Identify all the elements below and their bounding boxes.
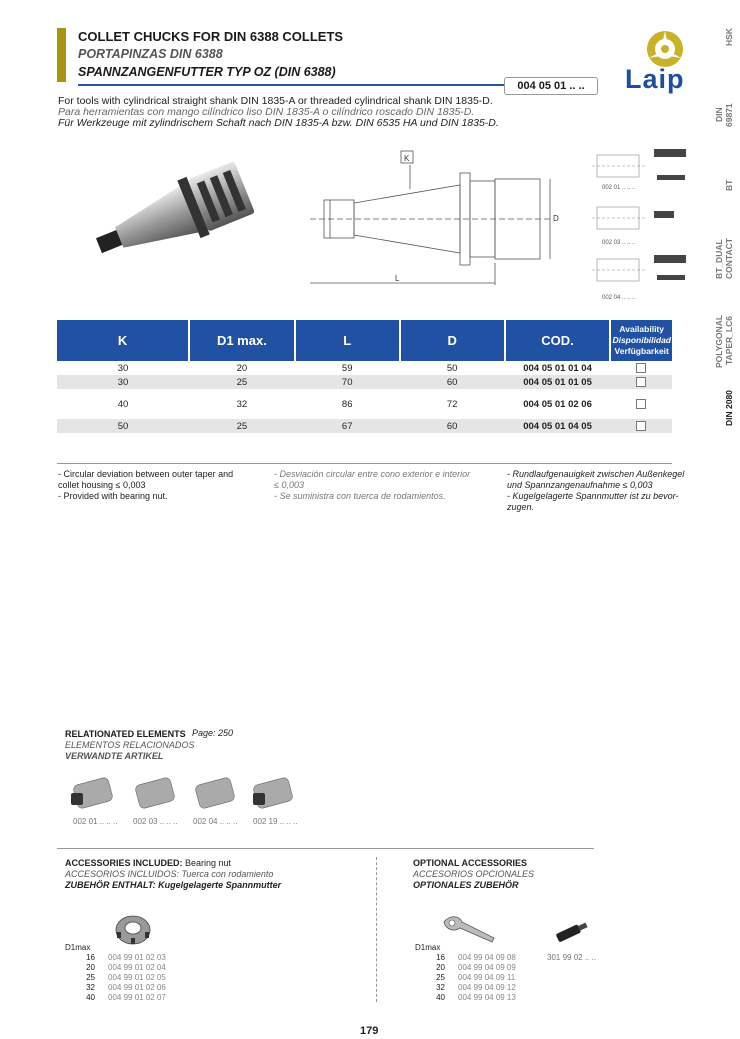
list-item bbox=[415, 953, 516, 963]
drawing-label-k: K bbox=[404, 154, 410, 163]
notes-en bbox=[58, 469, 263, 502]
d1-value: 32 bbox=[86, 983, 95, 992]
avail-en: Availability bbox=[619, 324, 664, 334]
note-line: ≤ 0,003 bbox=[274, 480, 304, 490]
list-item bbox=[415, 993, 516, 1003]
code-value: 004 99 04 09 12 bbox=[458, 983, 516, 992]
acc-title-es: ACCESORIOS INCLUIDOS: bbox=[65, 869, 180, 879]
note-line: - Circular deviation between outer taper and bbox=[58, 469, 234, 479]
code-value: 004 99 04 09 09 bbox=[458, 963, 516, 972]
related-item-1[interactable]: 002 01 .. .. .. bbox=[73, 817, 118, 826]
code-value: 004 99 04 09 13 bbox=[458, 993, 516, 1002]
intro-de: Für Werkzeuge mit zylindrischem Schaft nach DIN 1835-A bzw. DIN 6535 HA und DIN 1835-D. bbox=[58, 117, 499, 129]
availability-checkbox[interactable] bbox=[636, 377, 646, 387]
drawing-label-l: L bbox=[395, 274, 400, 283]
cell-l: 67 bbox=[295, 419, 400, 433]
acc-title-de: ZUBEHÖR ENTHALT: bbox=[65, 880, 156, 890]
list-item bbox=[65, 953, 166, 963]
list-item bbox=[415, 983, 516, 993]
page-title-es: PORTAPINZAS DIN 6388 bbox=[78, 47, 223, 61]
section-divider bbox=[57, 848, 594, 849]
cell-k: 50 bbox=[57, 419, 189, 433]
acc-title-en: ACCESSORIES INCLUDED: bbox=[65, 858, 183, 868]
accessories-code-list bbox=[65, 943, 166, 1003]
code-value: 004 99 01 02 04 bbox=[108, 963, 166, 972]
d1-value: 16 bbox=[436, 953, 445, 962]
optional-accessories-header bbox=[413, 858, 534, 891]
related-item-2[interactable]: 002 03 .. .. .. bbox=[133, 817, 178, 826]
technical-drawing bbox=[300, 145, 575, 295]
tool-key-image bbox=[550, 920, 590, 944]
cell-cod: 004 05 01 02 06 bbox=[523, 398, 592, 410]
header-accent-bar bbox=[57, 28, 66, 82]
product-code-box: 004 05 01 .. .. bbox=[504, 77, 598, 95]
product-photo bbox=[85, 160, 265, 270]
cell-cod: 004 05 01 01 04 bbox=[523, 362, 592, 374]
table-gap bbox=[57, 389, 672, 397]
cell-k: 30 bbox=[57, 375, 189, 389]
opt-title-de: OPTIONALES ZUBEHÖR bbox=[413, 880, 519, 890]
note-line: - Kugelgelagerte Spannmutter ist zu bevor- bbox=[507, 491, 679, 501]
availability-checkbox[interactable] bbox=[636, 421, 646, 431]
bearing-nut-image bbox=[113, 912, 153, 946]
d1-value: 20 bbox=[86, 963, 95, 972]
side-tab-hsk[interactable]: HSK bbox=[724, 28, 734, 46]
cell-d1: 20 bbox=[236, 362, 248, 374]
note-line: - Se suministra con tuerca de rodamientos. bbox=[274, 491, 446, 501]
cell-d1: 25 bbox=[189, 419, 295, 433]
table-bottom-rule bbox=[57, 463, 672, 464]
acc-value-es: Tuerca con rodamiento bbox=[179, 869, 274, 879]
code-value: 004 99 04 09 08 bbox=[458, 953, 516, 962]
availability-checkbox[interactable] bbox=[636, 363, 646, 373]
related-item-3[interactable]: 002 04 .. .. .. bbox=[193, 817, 238, 826]
d1-value: 16 bbox=[86, 953, 95, 962]
related-item-4[interactable]: 002 19 .. .. .. bbox=[253, 817, 298, 826]
table-row bbox=[57, 361, 672, 375]
related-elements-header bbox=[65, 729, 194, 762]
notes-de bbox=[507, 469, 697, 513]
notes-es bbox=[274, 469, 494, 502]
side-tab-bt-dual-contact[interactable]: BT_DUAL CONTACT bbox=[714, 238, 734, 280]
thumb-label-2: 002 03 .. .. .. bbox=[602, 240, 636, 246]
cell-l: 59 bbox=[341, 362, 353, 374]
list-item bbox=[65, 963, 166, 973]
cell-d: 60 bbox=[400, 419, 505, 433]
code-value: 004 99 01 02 06 bbox=[108, 983, 166, 992]
acc-value-en: Bearing nut bbox=[182, 858, 232, 868]
related-title-de: VERWANDTE ARTIKEL bbox=[65, 751, 164, 761]
column-divider bbox=[376, 857, 377, 1002]
cell-k: 40 bbox=[117, 398, 129, 410]
cell-k: 30 bbox=[117, 362, 129, 374]
product-table bbox=[57, 320, 672, 433]
side-tab-bt[interactable]: BT bbox=[724, 179, 734, 191]
page-number: 179 bbox=[360, 1025, 379, 1037]
cell-d1: 25 bbox=[189, 375, 295, 389]
cell-d1: 32 bbox=[236, 398, 248, 410]
note-line: - Desviación circular entre cono exterior e interior bbox=[274, 469, 471, 479]
list-item bbox=[65, 993, 166, 1003]
list-item bbox=[415, 963, 516, 973]
opt-title-en: OPTIONAL ACCESSORIES bbox=[413, 858, 528, 868]
list-item bbox=[65, 973, 166, 983]
d1-value: 40 bbox=[436, 993, 445, 1002]
note-line: und Spannzangenaufnahme ≤ 0,003 bbox=[507, 480, 653, 490]
list-item bbox=[65, 983, 166, 993]
cell-d: 50 bbox=[446, 362, 458, 374]
cell-d: 72 bbox=[446, 398, 458, 410]
code-value: 004 99 01 02 07 bbox=[108, 993, 166, 1002]
page-title-de: SPANNZANGENFUTTER TYP OZ (DIN 6388) bbox=[78, 65, 336, 79]
col-availability bbox=[610, 320, 672, 361]
optional-extra-code: 301 99 02 .. .. bbox=[547, 953, 596, 962]
avail-es: Disponibilidad bbox=[612, 335, 671, 345]
table-header bbox=[57, 320, 672, 361]
cell-cod: 004 05 01 01 05 bbox=[505, 375, 611, 389]
optional-code-list bbox=[415, 943, 516, 1003]
thumbnail-drawings bbox=[592, 145, 692, 305]
wrench-image bbox=[440, 912, 500, 946]
intro-en: For tools with cylindrical straight shank DIN 1835-A or threaded cylindrical shank DIN 1835-D. bbox=[58, 95, 493, 107]
col-d: D bbox=[400, 320, 505, 361]
cell-l: 86 bbox=[341, 398, 353, 410]
related-title-es: ELEMENTOS RELACIONADOS bbox=[65, 740, 195, 750]
table-row bbox=[57, 375, 672, 389]
d1-value: 25 bbox=[86, 973, 95, 982]
related-title-en: RELATIONATED ELEMENTS bbox=[65, 729, 186, 739]
avail-de: Verfügbarkeit bbox=[614, 346, 669, 356]
d1max-label: D1max bbox=[415, 943, 441, 952]
col-d1: D1 max. bbox=[189, 320, 295, 361]
cell-l: 70 bbox=[295, 375, 400, 389]
cell-cod: 004 05 01 04 05 bbox=[505, 419, 611, 433]
list-item bbox=[415, 973, 516, 983]
code-value: 004 99 01 02 05 bbox=[108, 973, 166, 982]
side-tab-polygonal-taper[interactable]: POLYGONAL TAPER_LC6 bbox=[714, 314, 734, 368]
col-cod: COD. bbox=[505, 320, 611, 361]
acc-value-de: Kugelgelagerte Spannmutter bbox=[155, 880, 282, 890]
thumb-label-3: 002 04 .. .. .. bbox=[602, 295, 636, 301]
side-tab-din69871[interactable]: DIN 69871 bbox=[714, 103, 734, 127]
related-page-link[interactable]: Page: 250 bbox=[192, 728, 234, 738]
note-line: - Rundlaufgenauigkeit zwischen Außenkegel bbox=[507, 469, 685, 479]
opt-title-es: ACCESORIOS OPCIONALES bbox=[413, 869, 535, 879]
d1-value: 20 bbox=[436, 963, 445, 972]
availability-checkbox[interactable] bbox=[636, 399, 646, 409]
accessories-included-header bbox=[65, 858, 281, 891]
code-value: 004 99 01 02 03 bbox=[108, 953, 166, 962]
page-title-en: COLLET CHUCKS FOR DIN 6388 COLLETS bbox=[78, 29, 344, 44]
table-row bbox=[57, 419, 672, 433]
d1max-label: D1max bbox=[65, 943, 91, 952]
note-line: zugen. bbox=[507, 502, 535, 512]
table-gap bbox=[57, 411, 672, 419]
thumb-label-1: 002 01 .. .. .. bbox=[602, 185, 636, 191]
note-line: - Provided with bearing nut. bbox=[58, 491, 168, 501]
drawing-label-d: D bbox=[553, 214, 559, 223]
cell-d: 60 bbox=[400, 375, 505, 389]
col-k: K bbox=[57, 320, 189, 361]
note-line: collet housing ≤ 0,003 bbox=[58, 480, 146, 490]
table-row bbox=[57, 397, 672, 411]
intro-es: Para herramientas con mango cilíndrico liso DIN 1835-A o cilíndrico roscado DIN 1835-D. bbox=[58, 106, 475, 118]
intro-text bbox=[58, 96, 499, 129]
col-l: L bbox=[295, 320, 400, 361]
side-tab-din2080[interactable]: DIN 2080 bbox=[724, 390, 734, 426]
related-collet-images bbox=[65, 775, 305, 815]
d1-value: 25 bbox=[436, 973, 445, 982]
d1-value: 40 bbox=[86, 993, 95, 1002]
brand-logo: Laip bbox=[625, 64, 685, 94]
d1-value: 32 bbox=[436, 983, 445, 992]
code-value: 004 99 04 09 11 bbox=[458, 973, 516, 982]
